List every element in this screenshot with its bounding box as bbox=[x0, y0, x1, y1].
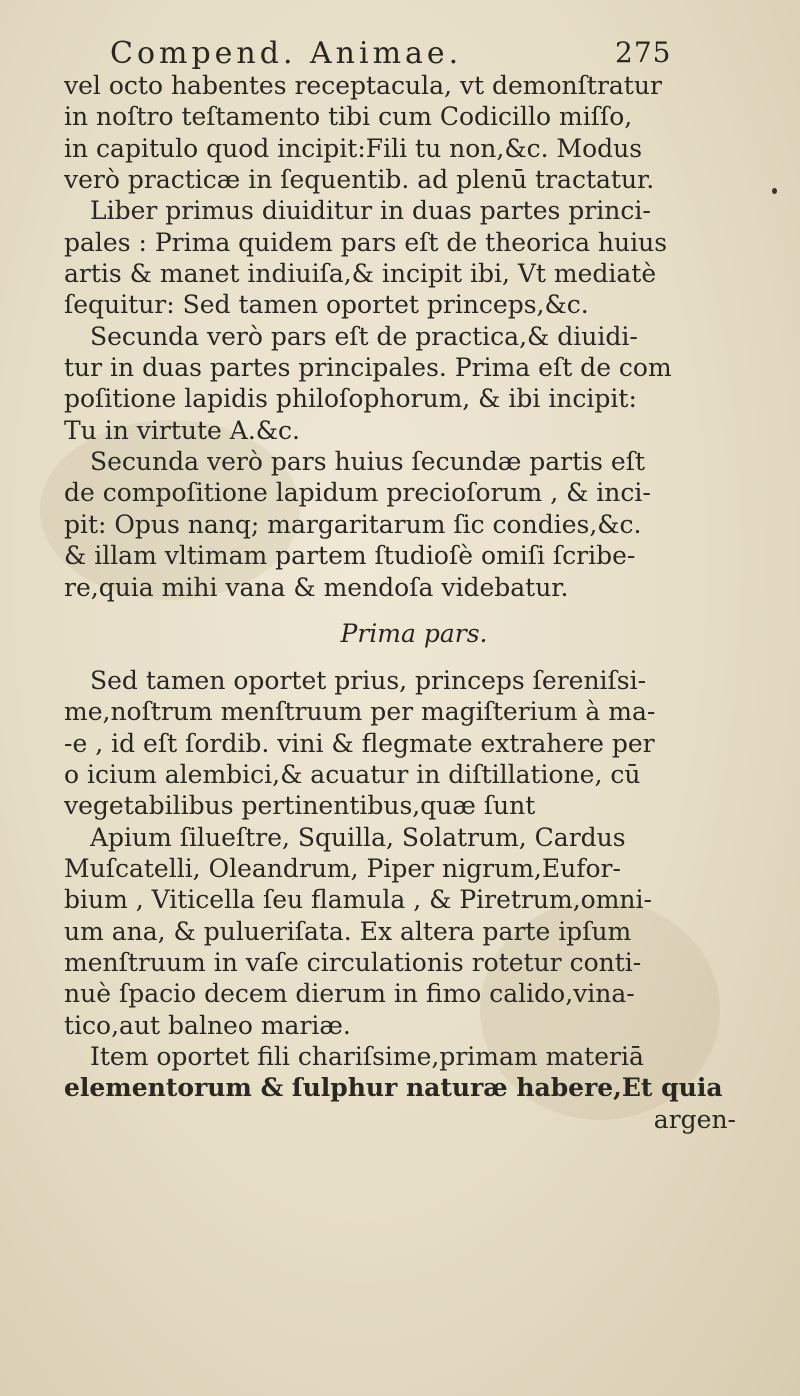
text-line: Tu in virtute A.&c. bbox=[64, 415, 300, 445]
text-line: ſequitur: Sed tamen oportet princeps,&c. bbox=[64, 290, 589, 320]
text-line: poſitione lapidis philoſophorum, & ibi incipit: bbox=[64, 384, 637, 414]
text-line: vel octo habentes receptacula, vt demonſtratur bbox=[64, 71, 662, 100]
text-line: Item oportet fili chariſsime,primam materiā bbox=[90, 1041, 644, 1071]
page-number: 275 bbox=[615, 36, 672, 69]
text-line: in capitulo quod incipit:Fili tu non,&c. Modus bbox=[64, 133, 643, 163]
running-title: Compend. Animae. bbox=[110, 36, 463, 71]
text-line: vegetabilibus pertinentibus,quæ ſunt bbox=[64, 791, 536, 821]
text-line: Muſcatelli, Oleandrum, Piper nigrum,Eufor- bbox=[64, 853, 621, 883]
text-line: pit: Opus nanq; margaritarum ſic condies,&c. bbox=[64, 509, 642, 539]
text-line: verò practicæ in ſequentib. ad plenū tractatur. bbox=[64, 165, 655, 195]
text-line: artis & manet indiuiſa,& incipit ibi, Vt mediatè bbox=[64, 259, 657, 289]
text-line: & illam vltimam partem ſtudioſè omiſi ſcribe- bbox=[64, 541, 636, 571]
text-line: o icium alembici,& acuatur in diſtillatione, cū bbox=[64, 759, 641, 789]
text-line: in noſtro teſtamento tibi cum Codicillo miſſo, bbox=[64, 102, 633, 132]
text-line: elementorum & ſulphur naturæ habere,Et quia bbox=[64, 1073, 723, 1103]
text-line: Liber primus diuiditur in duas partes princi- bbox=[90, 196, 651, 226]
text-line: bium , Viticella ſeu flamula , & Piretrum,omni- bbox=[64, 885, 652, 915]
text-line: nuè ſpacio decem dierum in fimo calido,vina- bbox=[64, 979, 635, 1009]
text-line: de compoſitione lapidum precioſorum , & inci- bbox=[64, 478, 651, 508]
text-line: Secunda verò pars eſt de practica,& diuidi- bbox=[90, 321, 638, 351]
text-line: Apium ſilueſtre, Squilla, Solatrum, Cardus bbox=[90, 822, 626, 852]
text-line: -e , id eſt ſordib. vini & flegmate extrahere per bbox=[64, 728, 655, 758]
text-line: tico,aut balneo mariæ. bbox=[64, 1010, 351, 1040]
text-line: tur in duas partes principales. Prima eſt de com bbox=[64, 353, 672, 383]
text-line: me,noſtrum menſtruum per magiſterium à ma- bbox=[64, 697, 656, 727]
text-line: Secunda verò pars huius ſecundæ partis eſt bbox=[90, 447, 646, 477]
text-body bbox=[64, 70, 764, 1135]
section-heading: Prima pars. bbox=[340, 618, 488, 648]
text-line: menſtruum in vaſe circulationis rotetur conti- bbox=[64, 947, 642, 977]
text-line: um ana, & pulueriſata. Ex altera parte ipſum bbox=[64, 916, 632, 946]
text-line: Sed tamen oportet prius, princeps ſereniſsi- bbox=[90, 665, 647, 695]
text-line: re,quia mihi vana & mendoſa videbatur. bbox=[64, 572, 569, 602]
ink-speck bbox=[772, 188, 777, 194]
catchword: argen- bbox=[653, 1104, 736, 1134]
text-line: pales : Prima quidem pars eſt de theorica huius bbox=[64, 227, 668, 257]
